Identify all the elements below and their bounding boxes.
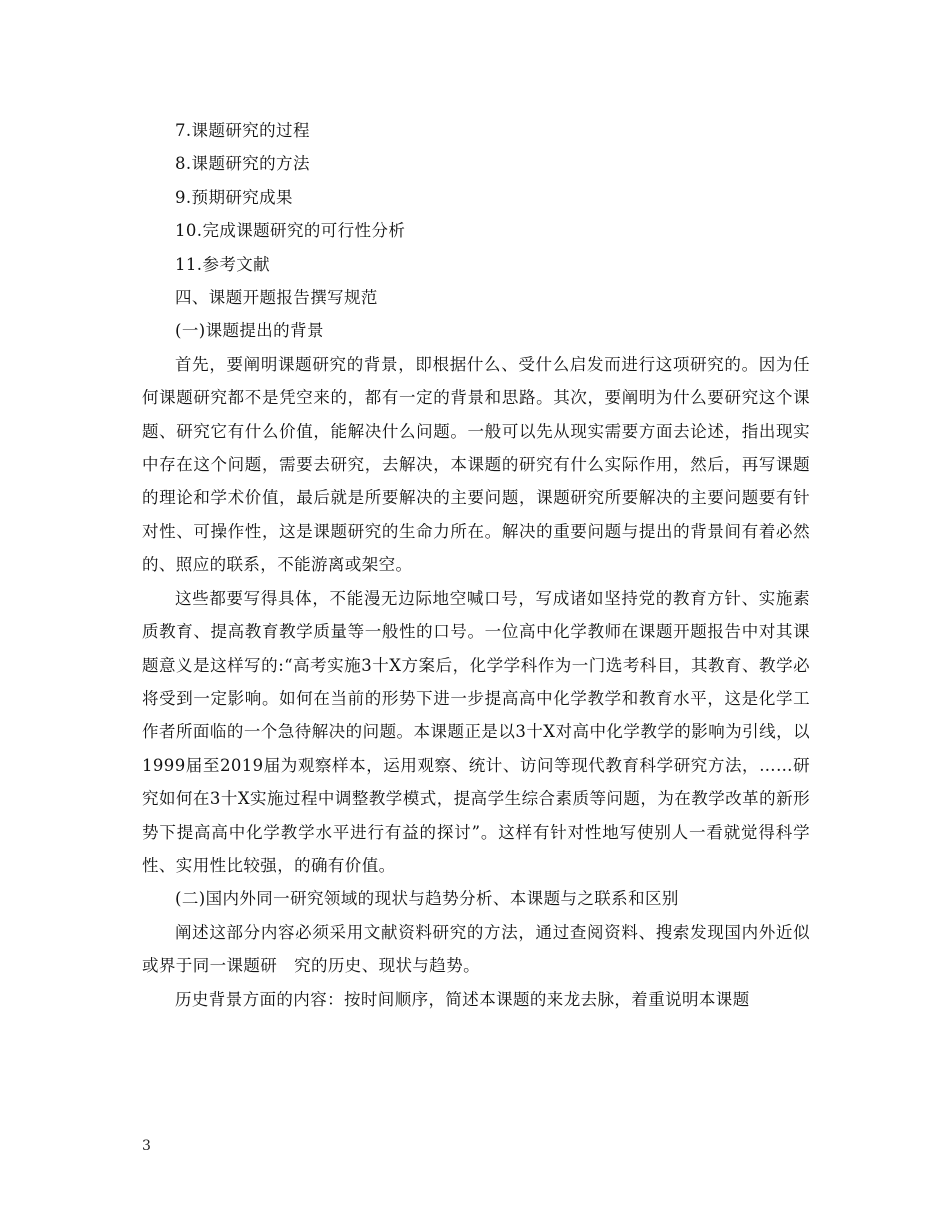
subsection-heading-background: (一)课题提出的背景 [175,321,324,341]
section-heading: 四、课题开题报告撰写规范 [175,288,378,308]
list-item-8: 8.课题研究的方法 [175,154,310,174]
body-paragraph-example: 这些都要写得具体，不能漫无边际地空喊口号，写成诸如坚持党的教育方针、实施素质教育、提高教育教学质量等一般性的口号。一位高中化学教师在课题开题报告中对其课题意义是这样写的:“高考实施3十X方案后，化学学科作为一门选考科目，其教育、教学必将受到一定影响。如何在当前的形势下进一步提高高中化学教学和教育水平，这是化学工作者所面临的一个急待解决的问题。本课题正是以3十X对高中化学教学的影响为引线，以1999届至2019届为观察样本，运用观察、统计、访问等现代教育科学研究方法，……研究如何在3十X实施过程中调整教学模式，提高学生综合素质等问题，为在教学改革的新形势下提高高中化学教学水平进行有益的探讨”。这样有针对性地写使别人一看就觉得科学性、实用性比较强，的确有价值。 [142,588,810,875]
body-paragraph-literature: 阐述这部分内容必须采用文献资料研究的方法，通过查阅资料、搜索发现国内外近似或界于同一课题研 究的历史、现状与趋势。 [142,922,810,976]
list-item-11: 11.参考文献 [175,254,271,274]
body-paragraph-history: 历史背景方面的内容：按时间顺序，简述本课题的来龙去脉，着重说明本课题 [175,989,750,1009]
list-item-9: 9.预期研究成果 [175,187,293,207]
body-paragraph-background: 首先，要阐明课题研究的背景，即根据什么、受什么启发而进行这项研究的。因为任何课题研究都不是凭空来的，都有一定的背景和思路。其次，要阐明为什么要研究这个课题、研究它有什么价值，能解决什么问题。一般可以先从现实需要方面去论述，指出现实中存在这个问题，需要去研究，去解决，本课题的研究有什么实际作用，然后，再写课题的理论和学术价值，最后就是所要解决的主要问题，课题研究所要解决的主要问题要有针对性、可操作性，这是课题研究的生命力所在。解决的重要问题与提出的背景间有着必然的、照应的联系，不能游离或架空。 [142,354,810,575]
page-content [142,114,810,1016]
subsection-heading-status: (二)国内外同一研究领域的现状与趋势分析、本课题与之联系和区别 [175,889,679,909]
page-number: 3 [142,1138,151,1154]
list-item-10: 10.完成课题研究的可行性分析 [175,221,406,241]
list-item-7: 7.课题研究的过程 [175,121,310,140]
